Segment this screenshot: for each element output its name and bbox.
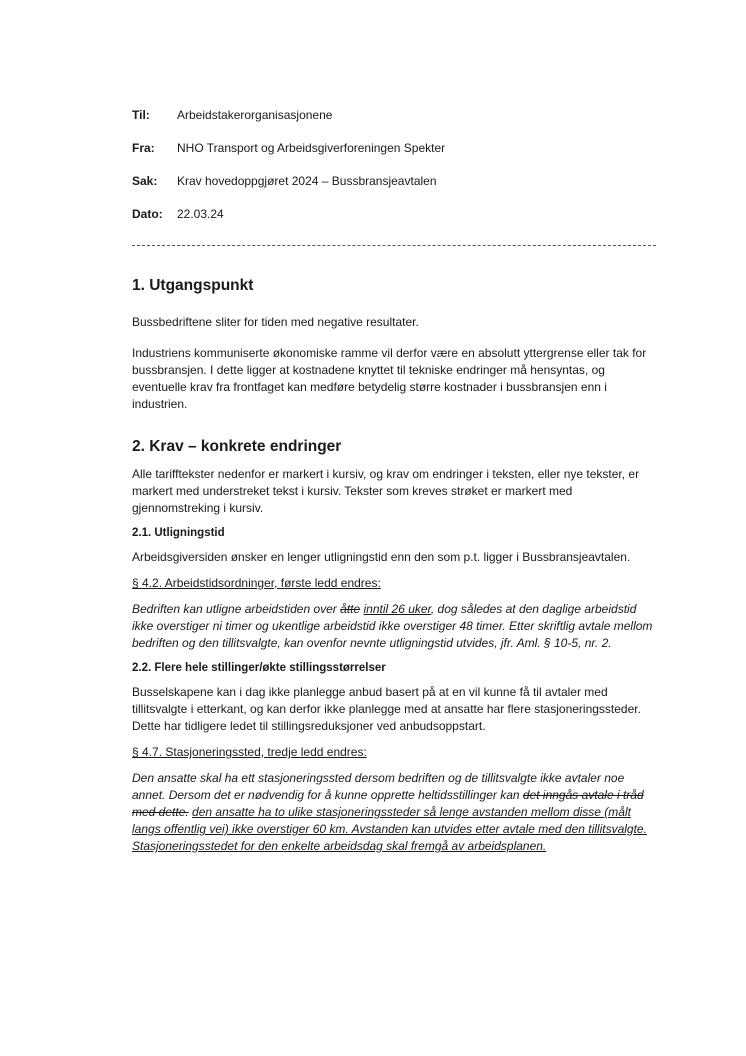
header-dato-label: Dato: (132, 207, 163, 221)
subsection-2-2-paragraph: Busselskapene kan i dag ikke planlegge anbud basert på at en vil kunne få til avtaler med tillitsvalgte i etterkant, og kan derfor ikke planlegge med at ansatte har flere stasjoneringssteder. Dette har tidligere ledet til stillingsreduksjoner ved anbudsoppstart. (132, 685, 641, 733)
quote-text: Bedriften kan utligne arbeidstiden over (132, 602, 341, 616)
header-sak-label: Sak: (132, 174, 158, 188)
inserted-text: den ansatte ha to ulike stasjoneringssteder så lenge avstanden mellom disse (målt langs offentlig vei) ikke overstiger 60 km. Avstanden kan utvides etter avtale med den tillitsvalgte. Stasjoneringsstedet for den enkelte arbeidsdag skal fremgå av arbeidsplanen. (132, 805, 647, 853)
section-2-heading: 2. Krav – konkrete endringer (132, 438, 342, 455)
subsection-2-2-quote (132, 770, 660, 855)
header-fra-label: Fra: (132, 141, 155, 155)
subsection-2-1-reference: § 4.2. Arbeidstidsordninger, første ledd endres: (132, 576, 381, 590)
section-2-intro: Alle tarifftekster nedenfor er markert i kursiv, og krav om endringer i teksten, eller nye tekster, er markert med understreket tekst i kursiv. Tekster som kreves strøket er markert med gjennomstreking i kursiv. (132, 467, 640, 515)
document-body (132, 276, 660, 855)
header-til-value: Arbeidstakerorganisasjonene (177, 108, 333, 122)
section-1-paragraph-1: Bussbedriftene sliter for tiden med negative resultater. (132, 315, 419, 329)
subsection-2-2-reference: § 4.7. Stasjoneringssted, tredje ledd endres: (132, 745, 367, 759)
header-til-label: Til: (132, 108, 150, 122)
quote-text: , dog således at den daglige arbeidstid ikke overstiger ni timer og ukentlige arbeidstid ikke overstiger 48 timer. Etter skriftlig avtale mellom bedriften og den tillitsvalgte, kan ovenfor nevnte utligningstid utvides, jfr. Aml. § 10-5, nr. 2. (132, 602, 653, 650)
subsection-2-1-quote (132, 601, 660, 652)
section-1-paragraph-2: Industriens kommuniserte økonomiske ramme vil derfor være en absolutt yttergrense eller tak for bussbransjen. I dette ligger at kostnadene knyttet til tekniske endringer må hensyntas, og eventuelle krav fra frontfaget kan medføre betydelig større kostnader i bussbransjen enn i industrien. (132, 346, 647, 411)
struck-text: det inngås avtale i tråd med dette. (132, 788, 644, 819)
header-separator (132, 245, 656, 246)
section-1-heading: 1. Utgangspunkt (132, 277, 254, 294)
inserted-text: inntil 26 uker (363, 602, 431, 616)
header-fra-value: NHO Transport og Arbeidsgiverforeningen Spekter (177, 141, 446, 155)
struck-text: åtte (340, 602, 361, 616)
quote-text: Den ansatte skal ha ett stasjoneringssted dersom bedriften og de tillitsvalgte ikke avtaler noe annet. Dersom det er nødvendig for å kunne opprette heltidsstillinger kan (132, 771, 625, 802)
subsection-2-1-heading: 2.1. Utligningstid (132, 527, 225, 539)
subsection-2-2-heading: 2.2. Flere hele stillinger/økte stillingsstørrelser (132, 662, 386, 674)
header-sak-value: Krav hovedoppgjøret 2024 – Bussbransjeavtalen (177, 174, 437, 188)
header-dato-value: 22.03.24 (177, 207, 224, 221)
subsection-2-1-paragraph: Arbeidsgiversiden ønsker en lenger utligningstid enn den som p.t. ligger i Bussbransjeavtalen. (132, 550, 631, 564)
